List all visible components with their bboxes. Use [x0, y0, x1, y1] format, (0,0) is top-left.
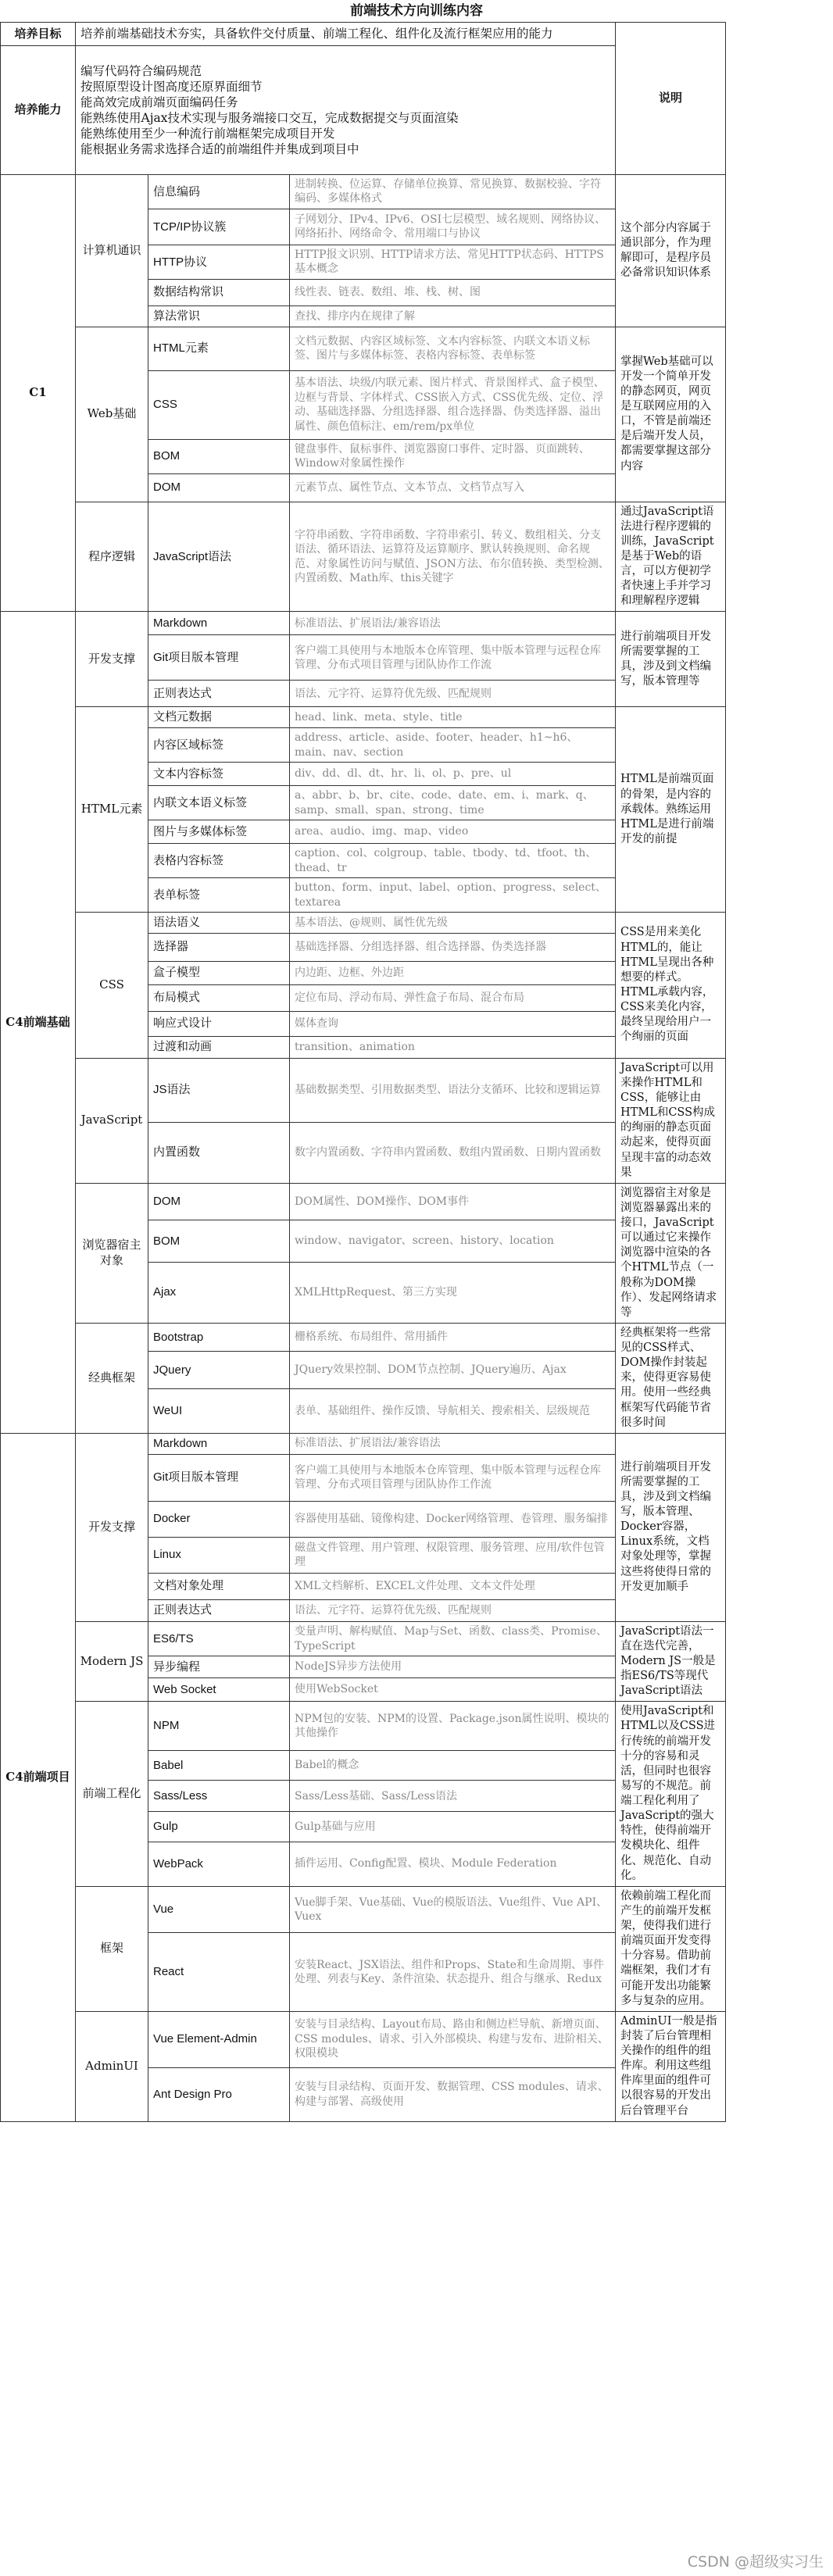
content-cell: 字符串函数、字符串函数、字符串索引、转义、数组相关、分支语法、循环语法、运算符及运算顺序、默认转换规则、命名规范、对象属性访问与赋值、JSON方法、布尔值转换、类型检测、内置函数、Math库、this关键字 — [290, 502, 616, 612]
table-row — [1, 1058, 726, 1122]
topic-cell: 异步编程 — [148, 1656, 290, 1677]
topic-cell: 布局模式 — [148, 984, 290, 1011]
module-cell: 计算机通识 — [76, 175, 148, 327]
ability-item: 能高效完成前端页面编码任务 — [80, 95, 238, 109]
topic-cell: 内置函数 — [148, 1122, 290, 1183]
topic-cell: JS语法 — [148, 1058, 290, 1122]
topic-cell: DOM — [148, 1183, 290, 1220]
content-cell: NodeJS异步方法使用 — [290, 1656, 616, 1677]
topic-cell: 文档对象处理 — [148, 1573, 290, 1599]
content-cell: 磁盘文件管理、用户管理、权限管理、服务管理、应用/软件包管理 — [290, 1537, 616, 1573]
topic-cell: 图片与多媒体标签 — [148, 820, 290, 844]
module-cell: 开发支撑 — [76, 612, 148, 707]
content-cell: 插件运用、Config配置、模块、Module Federation — [290, 1842, 616, 1886]
topic-cell: Vue Element-Admin — [148, 2011, 290, 2067]
ability-label: 培养能力 — [1, 46, 76, 175]
goal-label: 培养目标 — [1, 23, 76, 46]
module-cell: 框架 — [76, 1886, 148, 2011]
stage-cell: C4前端项目 — [1, 1433, 76, 2121]
topic-cell: 正则表达式 — [148, 1599, 290, 1621]
content-cell: DOM属性、DOM操作、DOM事件 — [290, 1183, 616, 1220]
content-cell: 标准语法、扩展语法/兼容语法 — [290, 612, 616, 635]
note-cell: 掌握Web基础可以开发一个简单开发的静态网页，网页是互联网应用的入口，不管是前端还是后端开发人员，都需要掌握这部分内容 — [616, 327, 726, 502]
content-cell: 数字内置函数、字符串内置函数、数组内置函数、日期内置函数 — [290, 1122, 616, 1183]
topic-cell: JQuery — [148, 1351, 290, 1388]
content-cell: area、audio、img、map、video — [290, 820, 616, 844]
topic-cell: DOM — [148, 473, 290, 502]
content-cell: 定位布局、浮动布局、弹性盒子布局、混合布局 — [290, 984, 616, 1011]
table-row — [1, 1702, 726, 1751]
module-cell: 开发支撑 — [76, 1433, 148, 1621]
module-cell: Web基础 — [76, 327, 148, 502]
content-cell: 安装与目录结构、页面开发、数据管理、CSS modules、请求、构建与部署、高级使用 — [290, 2067, 616, 2121]
table-row — [1, 2011, 726, 2067]
table-row — [1, 502, 726, 612]
topic-cell: 数据结构常识 — [148, 279, 290, 305]
topic-cell: Vue — [148, 1886, 290, 1933]
topic-cell: NPM — [148, 1702, 290, 1751]
topic-cell: TCP/IP协议簇 — [148, 209, 290, 245]
ability-list — [76, 46, 616, 175]
module-cell: AdminUI — [76, 2011, 148, 2121]
note-cell: 通过JavaScript语法进行程序逻辑的训练，JavaScript是基于Web的语言，可以方便初学者快速上手并学习和理解程序逻辑 — [616, 502, 726, 612]
topic-cell: Git项目版本管理 — [148, 1454, 290, 1501]
topic-cell: 过渡和动画 — [148, 1036, 290, 1058]
topic-cell: Ant Design Pro — [148, 2067, 290, 2121]
content-cell: window、navigator、screen、history、location — [290, 1220, 616, 1262]
content-cell: 基本语法、块级/内联元素、图片样式、背景图样式、盒子模型、边框与背景、字体样式、CSS嵌入方式、CSS优先级、定位、浮动、基础选择器、分组选择器、组合选择器、伪类选择器、溢出属性、颜色值标注、em/rem/px单位 — [290, 370, 616, 439]
content-cell: 基本语法、@规则、属性优先级 — [290, 913, 616, 934]
note-cell: AdminUI一般是指封装了后台管理相关操作的组件的组件库。利用这些组件库里面的组件可以很容易的开发出后台管理平台 — [616, 2011, 726, 2121]
ability-item: 能熟练使用至少一种流行前端框架完成项目开发 — [80, 127, 335, 141]
content-cell: 子网划分、IPv4、IPv6、OSI七层模型、域名规则、网络协议、网络拓扑、网络命令、常用端口与协议 — [290, 209, 616, 245]
module-cell: 前端工程化 — [76, 1702, 148, 1887]
topic-cell: 信息编码 — [148, 175, 290, 209]
content-cell: 文档元数据、内容区域标签、文本内容标签、内联文本语义标签、图片与多媒体标签、表格内容标签、表单标签 — [290, 327, 616, 370]
ability-item: 编写代码符合编码规范 — [80, 63, 202, 78]
topic-cell: Sass/Less — [148, 1781, 290, 1812]
table-row — [1, 707, 726, 728]
module-cell: 浏览器宿主对象 — [76, 1183, 148, 1323]
note-cell: 进行前端项目开发所需要掌握的工具，涉及到文档编写，版本管理、Docker容器，Linux系统，文档对象处理等，掌握这些将使得日常的开发更加顺手 — [616, 1433, 726, 1621]
table-row — [1, 1433, 726, 1454]
module-cell: Modern JS — [76, 1621, 148, 1702]
module-cell: 经典框架 — [76, 1323, 148, 1433]
topic-cell: 内联文本语义标签 — [148, 786, 290, 820]
topic-cell: HTTP协议 — [148, 245, 290, 279]
note-cell: CSS是用来美化HTML的，能让HTML呈现出各种想要的样式。HTML承载内容，CSS来美化内容，最终呈现给用户一个绚丽的页面 — [616, 913, 726, 1059]
topic-cell: Git项目版本管理 — [148, 635, 290, 681]
table-row — [1, 913, 726, 934]
topic-cell: BOM — [148, 1220, 290, 1262]
module-cell: 程序逻辑 — [76, 502, 148, 612]
note-cell: 这个部分内容属于通识部分，作为理解即可，是程序员必备常识知识体系 — [616, 175, 726, 327]
topic-cell: WeUI — [148, 1389, 290, 1433]
topic-cell: HTML元素 — [148, 327, 290, 370]
topic-cell: 内容区域标签 — [148, 728, 290, 763]
topic-cell: Docker — [148, 1501, 290, 1537]
topic-cell: Ajax — [148, 1262, 290, 1323]
content-cell: XMLHttpRequest、第三方实现 — [290, 1262, 616, 1323]
content-cell: Sass/Less基础、Sass/Less语法 — [290, 1781, 616, 1812]
topic-cell: 响应式设计 — [148, 1011, 290, 1036]
note-cell: JavaScript语法一直在迭代完善，Modern JS一般是指ES6/TS等现代JavaScript语法 — [616, 1621, 726, 1702]
note-cell: 依赖前端工程化而产生的前端开发框架，使得我们进行前端页面开发变得十分容易。借助前端框架，我们才有可能开发出功能繁多与复杂的应用。 — [616, 1886, 726, 2011]
content-cell: 基础数据类型、引用数据类型、语法分支循环、比较和逻辑运算 — [290, 1058, 616, 1122]
note-cell: HTML是前端页面的骨架，是内容的承载体。熟练运用HTML是进行前端开发的前提 — [616, 707, 726, 913]
content-cell: 基础选择器、分组选择器、组合选择器、伪类选择器 — [290, 933, 616, 961]
content-cell: JQuery效果控制、DOM节点控制、JQuery遍历、Ajax — [290, 1351, 616, 1388]
content-cell: 键盘事件、鼠标事件、浏览器窗口事件、定时器、页面跳转、Window对象属性操作 — [290, 439, 616, 473]
topic-cell: 正则表达式 — [148, 681, 290, 707]
ability-item: 能熟练使用Ajax技术实现与服务端接口交互，完成数据提交与页面渲染 — [80, 111, 459, 125]
content-cell: Gulp基础与应用 — [290, 1812, 616, 1842]
topic-cell: Markdown — [148, 612, 290, 635]
ability-item: 按照原型设计图高度还原界面细节 — [80, 79, 263, 94]
content-cell: 容器使用基础、镜像构建、Docker网络管理、卷管理、服务编排 — [290, 1501, 616, 1537]
content-cell: 客户端工具使用与本地版本仓库管理、集中版本管理与远程仓库管理、分布式项目管理与团队协作工作流 — [290, 1454, 616, 1501]
content-cell: caption、col、colgroup、table、tbody、td、tfoot、th、thead、tr — [290, 844, 616, 878]
topic-cell: 表单标签 — [148, 878, 290, 913]
topic-cell: Babel — [148, 1751, 290, 1781]
content-cell: address、article、aside、footer、header、h1~h6、main、nav、section — [290, 728, 616, 763]
module-cell: CSS — [76, 913, 148, 1059]
note-cell: 进行前端项目开发所需要掌握的工具，涉及到文档编写，版本管理等 — [616, 612, 726, 707]
topic-cell: 表格内容标签 — [148, 844, 290, 878]
stage-cell: C1 — [1, 175, 76, 612]
content-cell: Vue脚手架、Vue基础、Vue的模版语法、Vue组件、Vue API、Vuex — [290, 1886, 616, 1933]
topic-cell: Bootstrap — [148, 1323, 290, 1351]
topic-cell: BOM — [148, 439, 290, 473]
topic-cell: JavaScript语法 — [148, 502, 290, 612]
goal-row — [1, 23, 726, 46]
topic-cell: Linux — [148, 1537, 290, 1573]
page-title: 前端技术方向训练内容 — [350, 3, 483, 19]
table-row — [1, 327, 726, 370]
table-row — [1, 612, 726, 635]
content-cell: 语法、元字符、运算符优先级、匹配规则 — [290, 681, 616, 707]
topic-cell: 文档元数据 — [148, 707, 290, 728]
stage-cell: C4前端基础 — [1, 612, 76, 1433]
topic-cell: CSS — [148, 370, 290, 439]
topic-cell: React — [148, 1933, 290, 2011]
content-cell: head、link、meta、style、title — [290, 707, 616, 728]
content-cell: 元素节点、属性节点、文本节点、文档节点写入 — [290, 473, 616, 502]
content-cell: 标准语法、扩展语法/兼容语法 — [290, 1433, 616, 1454]
content-cell: Babel的概念 — [290, 1751, 616, 1781]
table-row — [1, 175, 726, 209]
content-cell: 使用WebSocket — [290, 1677, 616, 1702]
goal-text: 培养前端基础技术夯实，具备软件交付质量、前端工程化、组件化及流行框架应用的能力 — [76, 23, 616, 46]
topic-cell: Web Socket — [148, 1677, 290, 1702]
curriculum-table — [0, 22, 726, 2122]
content-cell: 查找、排序内在规律了解 — [290, 305, 616, 327]
ability-item: 能根据业务需求选择合适的前端组件并集成到项目中 — [80, 142, 359, 157]
note-cell: 使用JavaScript和HTML以及CSS进行传统的前端开发十分的容易和灵活，但同时也很容易写的不规范。前端工程化利用了JavaScript的强大特性，使得前端开发模块化、组件化、规范化、自动化。 — [616, 1702, 726, 1887]
topic-cell: 盒子模型 — [148, 961, 290, 984]
content-cell: div、dd、dl、dt、hr、li、ol、p、pre、ul — [290, 763, 616, 786]
content-cell: transition、animation — [290, 1036, 616, 1058]
note-cell: 浏览器宿主对象是浏览器暴露出来的接口，JavaScript可以通过它来操作浏览器中渲染的各个HTML节点（一般称为DOM操作）、发起网络请求等 — [616, 1183, 726, 1323]
note-cell: JavaScript可以用来操作HTML和CSS，能够让由HTML和CSS构成的绚丽的静态页面动起来，使得页面呈现丰富的动态效果 — [616, 1058, 726, 1183]
table-row — [1, 1323, 726, 1351]
content-cell: 线性表、链表、数组、堆、栈、树、图 — [290, 279, 616, 305]
module-cell: HTML元素 — [76, 707, 148, 913]
note-cell: 经典框架将一些常见的CSS样式、DOM操作封装起来，使得更容易使用。使用一些经典框架写代码能节省很多时间 — [616, 1323, 726, 1433]
table-row — [1, 1886, 726, 1933]
content-cell: a、abbr、b、br、cite、code、date、em、i、mark、q、samp、small、span、strong、time — [290, 786, 616, 820]
module-cell: JavaScript — [76, 1058, 148, 1183]
topic-cell: 文本内容标签 — [148, 763, 290, 786]
content-cell: 内边距、边框、外边距 — [290, 961, 616, 984]
content-cell: 安装React、JSX语法、组件和Props、State和生命周期、事件处理、列表与Key、条件渲染、状态提升、组合与继承、Redux — [290, 1933, 616, 2011]
content-cell: 进制转换、位运算、存储单位换算、常见换算、数据校验、字符编码、多媒体格式 — [290, 175, 616, 209]
table-row — [1, 1621, 726, 1656]
content-cell: button、form、input、label、option、progress、select、textarea — [290, 878, 616, 913]
content-cell: 媒体查询 — [290, 1011, 616, 1036]
topic-cell: 语法语义 — [148, 913, 290, 934]
content-cell: NPM包的安装、NPM的设置、Package.json属性说明、模块的其他操作 — [290, 1702, 616, 1751]
topic-cell: WebPack — [148, 1842, 290, 1886]
topic-cell: 算法常识 — [148, 305, 290, 327]
content-cell: 栅格系统、布局组件、常用插件 — [290, 1323, 616, 1351]
content-cell: 表单、基础组件、操作反馈、导航相关、搜索相关、层级规范 — [290, 1389, 616, 1433]
topic-cell: 选择器 — [148, 933, 290, 961]
note-header: 说明 — [616, 23, 726, 175]
topic-cell: Markdown — [148, 1433, 290, 1454]
watermark: CSDN @超级实习生 — [687, 2553, 824, 2571]
content-cell: 变量声明、解构赋值、Map与Set、函数、class类、Promise、TypeScript — [290, 1621, 616, 1656]
content-cell: 客户端工具使用与本地版本仓库管理、集中版本管理与远程仓库管理、分布式项目管理与团队协作工作流 — [290, 635, 616, 681]
table-row — [1, 1183, 726, 1220]
content-cell: XML文档解析、EXCEL文件处理、文本文件处理 — [290, 1573, 616, 1599]
content-cell: 语法、元字符、运算符优先级、匹配规则 — [290, 1599, 616, 1621]
content-cell: HTTP报文识别、HTTP请求方法、常见HTTP状态码、HTTPS基本概念 — [290, 245, 616, 279]
content-cell: 安装与目录结构、Layout布局、路由和侧边栏导航、新增页面、CSS modules、请求、引入外部模块、构建与发布、进阶相关、权限模块 — [290, 2011, 616, 2067]
topic-cell: Gulp — [148, 1812, 290, 1842]
topic-cell: ES6/TS — [148, 1621, 290, 1656]
